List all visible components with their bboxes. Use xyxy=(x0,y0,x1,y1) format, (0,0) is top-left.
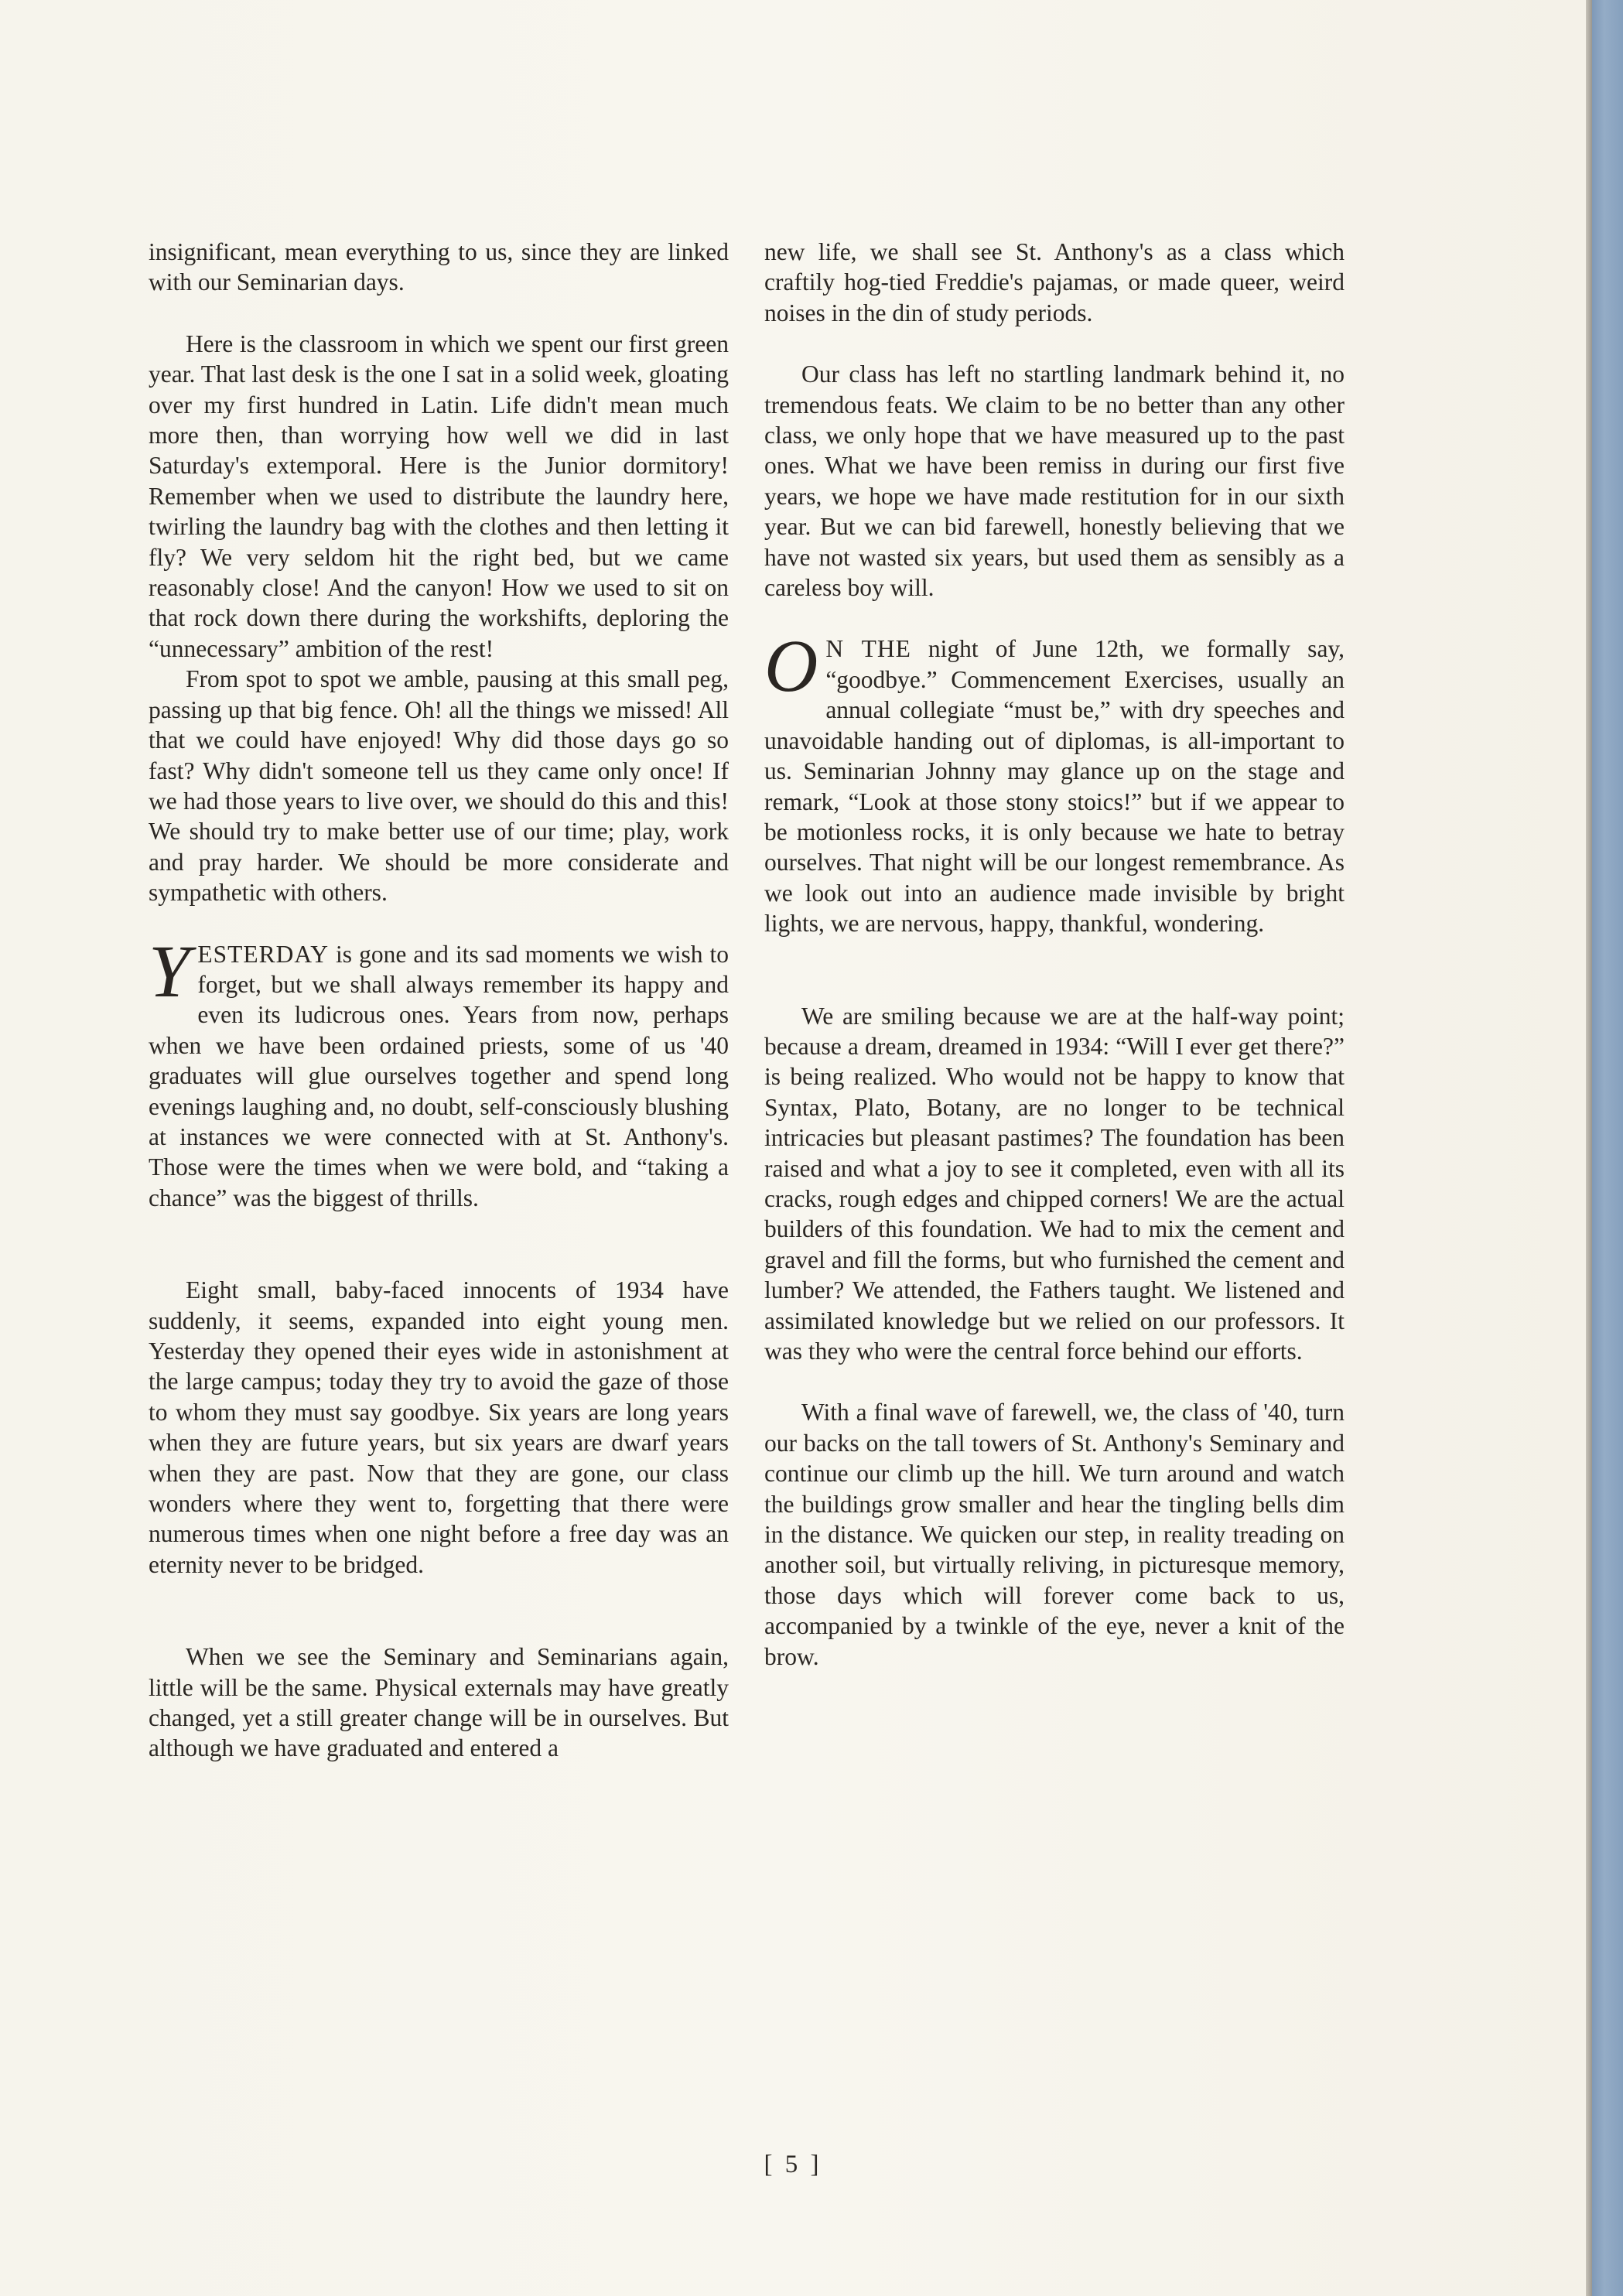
paragraph-1: insignificant, mean everything to us, since they are linked with our Seminarian days. xyxy=(149,238,729,296)
page-edge xyxy=(1586,0,1592,2296)
paragraph-5: Eight small, baby-faced innocents of 1934 have suddenly, it seems, expanded into eight young men. Yesterday they opened their eyes wide in astonishment at the large campus; today they try to avoid the gaze of those to whom they must say goodbye. Six years are long years when they are future years, but six years are dwarf years when they are past. Now that they are gone, our class wonders where they went to, forgetting that there were numerous times when one night before a free day was an eternity never to be bridged. xyxy=(149,1276,729,1578)
paragraph-4 xyxy=(149,929,729,1214)
paragraph-11: With a final wave of farewell, we, the class of '40, turn our backs on the tall towers of St. Anthony's Seminary and continue our climb up the hill. We turn around and watch the buildings grow smaller and hear the tingling bells dim in the distance. We quicken our step, in reality treading on another soil, but virtually reliving, in picturesque memory, those days which will forever come back to us, accompanied by a twinkle of the eye, never a knit of the brow. xyxy=(764,1399,1345,1670)
paragraph-3: From spot to spot we amble, pausing at this small peg, passing up that big fence. Oh! all the things we missed! All that we could have enjoyed! Why did those days go so fast? Why didn't someone tell us they came only once! If we had those years to live over, we should do this and this! We should try to make better use of our time; play, work and pray harder. We should be more considerate and sympathetic with others. xyxy=(149,665,729,907)
paragraph-8: Our class has left no startling landmark behind it, no tremendous feats. We claim to be no better than any other class, we only hope that we have measured up to the past ones. What we have been remiss in during our first five years, we hope we have made restitution for in our sixth year. But we can bid farewell, honestly believing that we have not wasted six years, but used them as sensibly as a careless boy will. xyxy=(764,360,1345,602)
paragraph-10: We are smiling because we are at the half-way point; because a dream, dreamed in 1934: “Will I ever get there?” is being realized. Who would not be happy to know that Syntax, Plato, Botany, are no longer to be technical intricacies but pleasant pastimes? The foundation has been raised and what a joy to see it completed, even with all its cracks, rough edges and chipped corners! We are the actual builders of this foundation. We had to mix the cement and gravel and fill the forms, but who furnished the cement and lumber? We attended, the Fathers taught. We listened and assimilated knowledge but we relied on our professors. It was they who were the central force behind our efforts. xyxy=(764,1002,1345,1365)
paragraph-9-body: night of June 12th, we formally say, “goodbye.” Commencement Exercises, usually an annual collegiate “must be,” with dry speeches and unavoidable handing out of diplomas, is all-important to us. Seminarian Johnny may glance up on the stage and remark, “Look at those stony stoics!” but if we appear to be motionless rocks, it is only because we hate to betray ourselves. That night will be our longest remembrance. As we look out into an audience made invisible by bright lights, we are nervous, happy, thankful, wondering. xyxy=(764,635,1345,938)
drop-cap-o: O xyxy=(764,624,818,708)
paragraph-4-body: is gone and its sad moments we wish to forget, but we shall always remember its happy and even its ludicrous ones. Years from now, perhaps when we have been ordained priests, some of us '40 graduates will glue ourselves together and spend long evenings laughing and, no doubt, self-consciously blushing at instances we were connected with at St. Anthony's. Those were the times when we were bold, and “taking a chance” was the biggest of thrills. xyxy=(149,940,729,1211)
paragraph-9 xyxy=(764,624,1345,938)
drop-cap-y: Y xyxy=(149,929,190,1013)
paragraph-6: When we see the Seminary and Seminarians again, little will be the same. Physical externals may have greatly changed, yet a still greater change will be in ourselves. But although we have graduated and entered a xyxy=(149,1643,729,1762)
paragraph-2: Here is the classroom in which we spent our first green year. That last desk is the one I sat in a solid week, gloating over my first hundred in Latin. Life didn't mean much more then, than worrying how well we did in last Saturday's extemporal. Here is the Junior dormitory! Remember when we used to distribute the laundry here, twirling the laundry bag with the clothes and then letting it fly? We very seldom hit the right bed, but we came reasonably close! And the canyon! How we used to sit on that rock down there during the workshifts, deploring the “unnecessary” ambition of the rest! xyxy=(149,330,729,662)
paragraph-7: new life, we shall see St. Anthony's as a class which craftily hog-tied Freddie's pajamas, or made queer, weird noises in the din of study periods. xyxy=(764,238,1345,326)
lead-word: ESTERDAY xyxy=(197,940,329,968)
page-number: [ 5 ] xyxy=(764,2151,822,2178)
book-cover-strip xyxy=(1592,0,1623,2296)
left-column xyxy=(149,237,729,1764)
right-column xyxy=(764,237,1345,1672)
lead-word: N THE xyxy=(825,635,911,663)
